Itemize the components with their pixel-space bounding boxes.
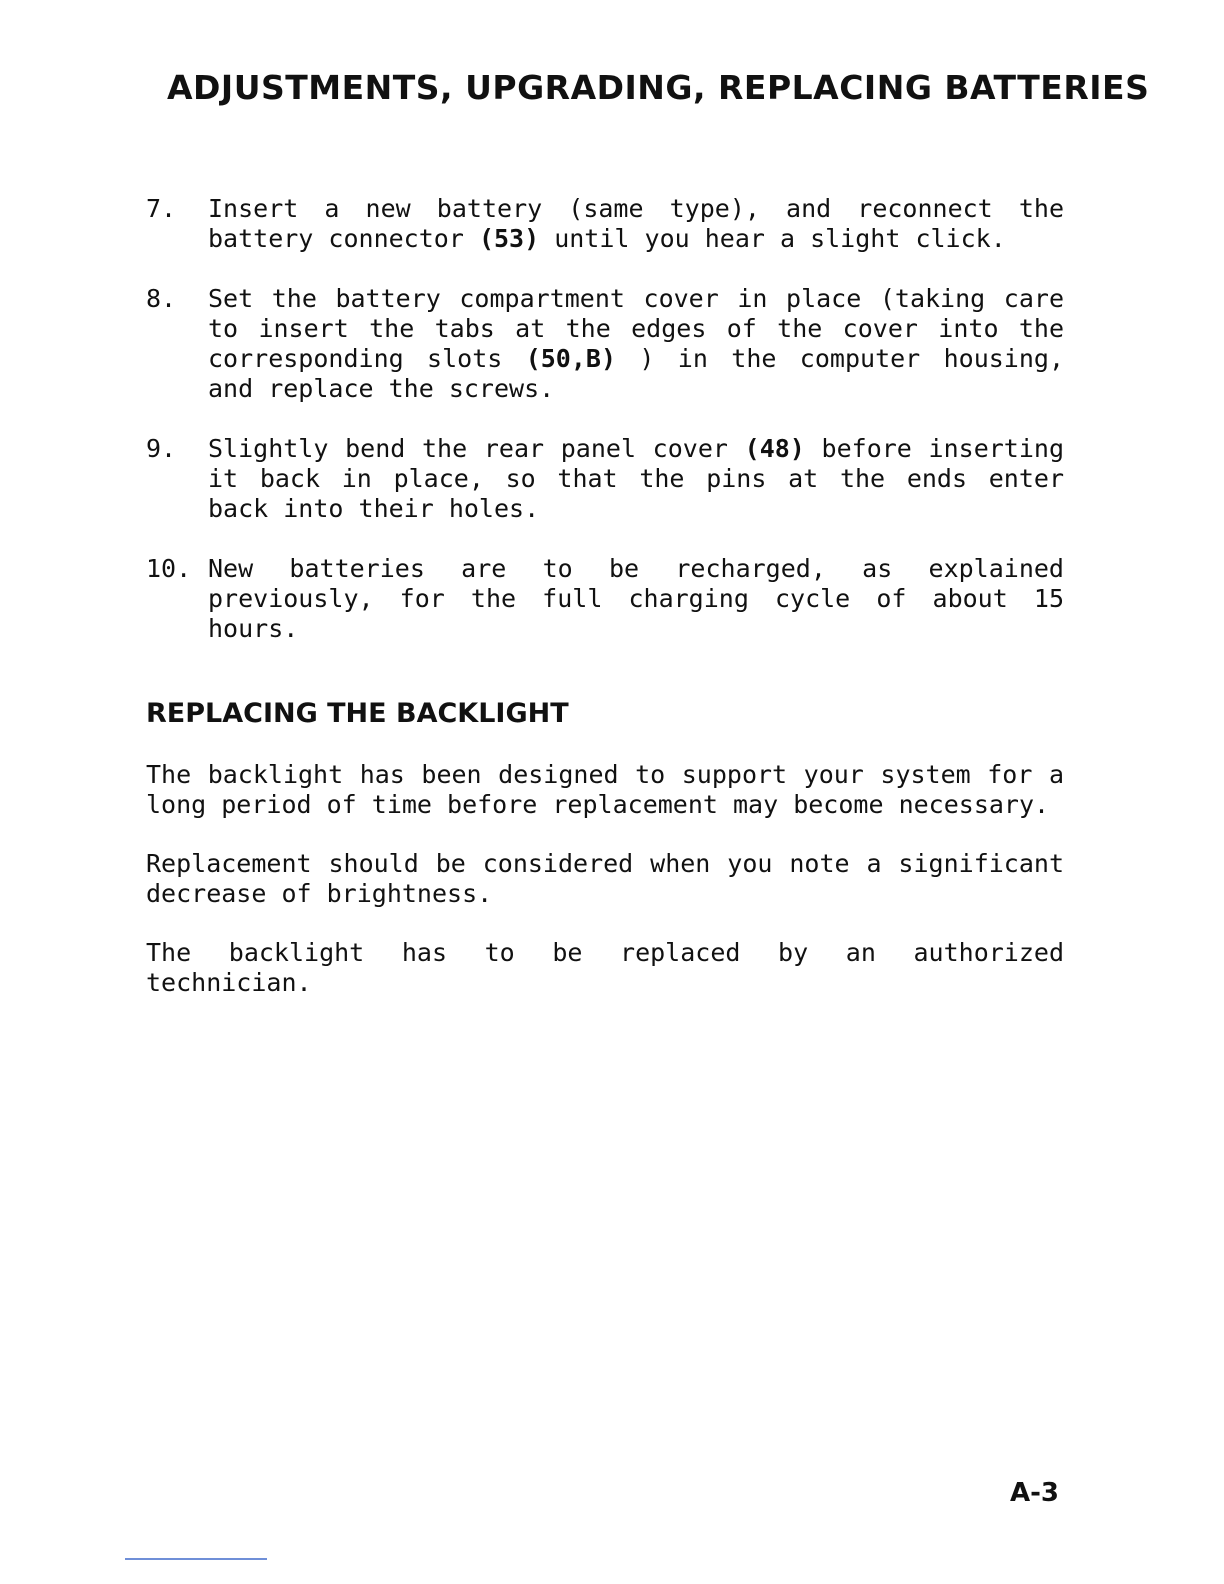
step-number: 7. [146,194,177,223]
part-reference: (48) [744,434,805,463]
paragraph: Replacement should be considered when you note a significant decrease of brightness. [146,849,1064,908]
step-text [208,194,1064,254]
list-item-step-7 [146,194,1064,254]
footer-rule [125,1558,267,1560]
step-text-after: until you hear a slight click. [539,224,1006,253]
paragraph: The backlight has been designed to support your system for a long period of time before replacement may become necessary. [146,760,1064,819]
step-text-after: before inserting it back in place, so that the pins at the ends enter back into their holes. [208,434,1065,523]
steps-list [146,194,1064,674]
step-text-before: New batteries are to be recharged, as explained previously, for the full charging cycle of about 15 hours. [208,554,1064,643]
part-reference: (53) [478,224,540,253]
section-heading: REPLACING THE BACKLIGHT [146,698,569,729]
step-text-after: ) in the computer housing, and replace the screws. [208,344,1065,403]
list-item-step-8 [146,284,1064,404]
list-item-step-9 [146,434,1064,524]
step-text [208,554,1064,644]
page-title: ADJUSTMENTS, UPGRADING, REPLACING BATTERIES [167,68,1150,107]
step-text-before: Slightly bend the rear panel cover [208,434,745,463]
part-reference: (50,B) [525,344,616,373]
page-number: A-3 [1010,1478,1060,1508]
step-number: 10. [146,554,192,583]
paragraph: The backlight has to be replaced by an authorized technician. [146,938,1064,997]
step-number: 9. [146,434,177,463]
list-item-step-10 [146,554,1064,644]
step-text [208,284,1064,404]
step-text-before: Insert a new battery (same type), and reconnect the battery connector [208,194,1064,253]
section-body [146,760,1064,1027]
step-text-before: Set the battery compartment cover in place (taking care to insert the tabs at the edges of the cover into the corresponding slots [208,284,1064,373]
step-number: 8. [146,284,177,313]
step-text [208,434,1064,524]
